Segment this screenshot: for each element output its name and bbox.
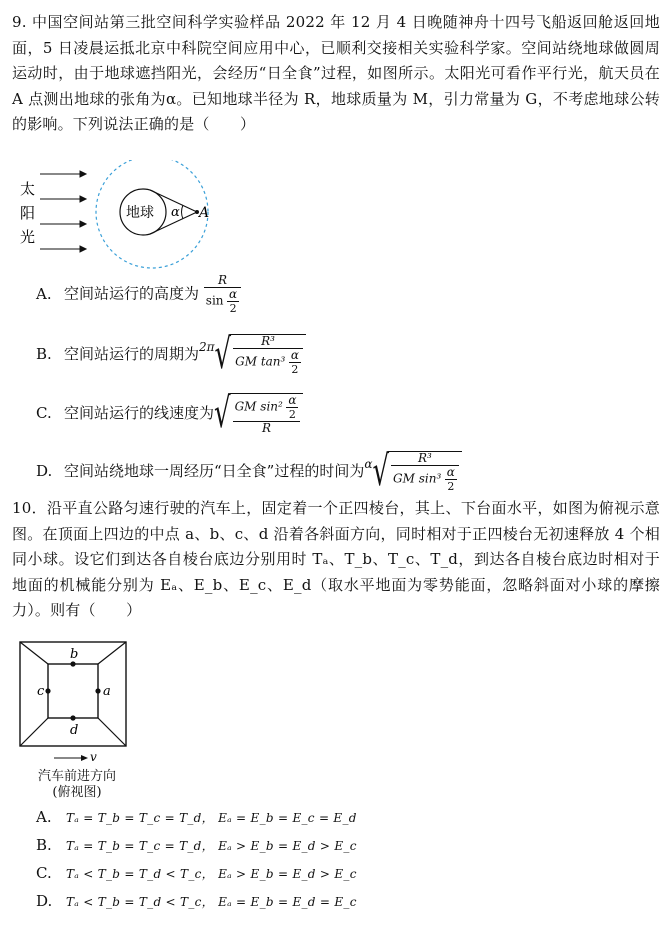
option-expr: Tₐ < T_b = T_d < T_c， Eₐ = E_b = E_d = E_c xyxy=(66,895,357,909)
q10-option-b[interactable] xyxy=(36,836,357,854)
formula-d: R³ GM sin³ $\frac{\alpha}{2}$ xyxy=(388,451,462,493)
option-label: C. xyxy=(36,864,52,882)
q9-figure xyxy=(0,160,260,270)
option-expr: Tₐ = T_b = T_c = T_d， Eₐ > E_b = E_d > E_c xyxy=(66,839,357,853)
sqrt-sign: √ xyxy=(214,390,231,438)
q10-stem: 10．沿平直公路匀速行驶的汽车上，固定着一个正四棱台，其上、下台面水平，如图为俯视示意图。在顶面上四边的中点 a、b、c、d 沿着各斜面方向，同时相对于正四棱台无初速释放 4 个相同小球。设它们到达各自棱台底边分别用时 Tₐ、T_b、T_c、T_d，到达各自棱台底边时相对于地面的机械能分别为 Eₐ、E_b、E_c、E_d（取水平地面为零势能面，忽略斜面对小球的摩擦力）。则有（ ） xyxy=(12,499,660,619)
option-text: 空间站运行的周期为 xyxy=(64,345,200,363)
option-label: B. xyxy=(36,345,52,363)
option-label: A. xyxy=(36,808,52,826)
option-label: D. xyxy=(36,462,53,480)
q9-option-a[interactable] xyxy=(36,274,241,315)
option-label: A. xyxy=(36,284,52,303)
option-text: 空间站绕地球一周经历“日全食”过程的时间为 xyxy=(64,462,365,480)
angle-label: α xyxy=(171,205,180,220)
q9-option-b[interactable] xyxy=(36,331,306,379)
top-square xyxy=(48,664,98,718)
q9-stem: 9. 中国空间站第三批空间科学实验样品 2022 年 12 月 4 日晚随神舟十四号飞船返回舱返回地面，5 日凌晨运抵北京中科院空间应用中心，已顺利交接相关实验科学家。空间站绕地球做圆周运动时，由于地球遮挡阳光，会经历“日全食”过程，如图所示。太阳光可看作平行光，航天员在 A 点测出地球的张角为α。已知地球半径为 R，地球质量为 M，引力常量为 G，不考虑地球公转的影响。下列说法正确的是（ ） xyxy=(12,13,660,133)
option-label: D. xyxy=(36,892,53,910)
option-text: 空间站运行的线速度为 xyxy=(64,404,215,422)
option-label: B. xyxy=(36,836,52,854)
earth-label: 地球 xyxy=(126,205,154,221)
point-a-label: A xyxy=(199,205,210,221)
velocity-label: v xyxy=(90,750,97,764)
point-b-label: b xyxy=(70,647,79,662)
q10-figure xyxy=(18,640,130,768)
sun-label-2: 阳 xyxy=(20,204,36,222)
sqrt-sign: √ xyxy=(214,331,232,379)
sun-label-3: 光 xyxy=(20,228,36,246)
point-a-label: a xyxy=(103,684,111,699)
q10-option-a[interactable] xyxy=(36,808,357,826)
option-expr: Tₐ = T_b = T_c = T_d， Eₐ = E_b = E_c = E_d xyxy=(66,811,357,825)
formula-b-coef: 2π xyxy=(199,340,215,354)
option-text: 空间站运行的高度为 xyxy=(64,284,200,303)
formula-b: R³ GM tan³ $\frac{\alpha}{2}$ xyxy=(230,334,306,376)
q10-caption-2: (俯视图) xyxy=(52,785,102,800)
q9-option-d[interactable] xyxy=(36,448,462,496)
point-d-label: d xyxy=(70,723,79,738)
formula-c: GM sin² $\frac{\alpha}{2}$ R xyxy=(230,393,304,435)
option-expr: Tₐ < T_b = T_d < T_c， Eₐ > E_b = E_d > E_c xyxy=(66,867,357,881)
point-c-label: c xyxy=(37,684,45,699)
q10-option-d[interactable] xyxy=(36,892,357,910)
q9-option-c[interactable] xyxy=(36,390,303,438)
sqrt-sign: √ xyxy=(372,448,390,496)
option-label: C. xyxy=(36,404,52,422)
q10-option-c[interactable] xyxy=(36,864,357,882)
formula-d-coef: α xyxy=(364,457,373,471)
sun-label-1: 太 xyxy=(20,180,36,198)
q10-caption-1: 汽车前进方向 xyxy=(37,769,116,784)
formula-a: R sin $\frac{\alpha}{2}$ xyxy=(204,274,241,315)
